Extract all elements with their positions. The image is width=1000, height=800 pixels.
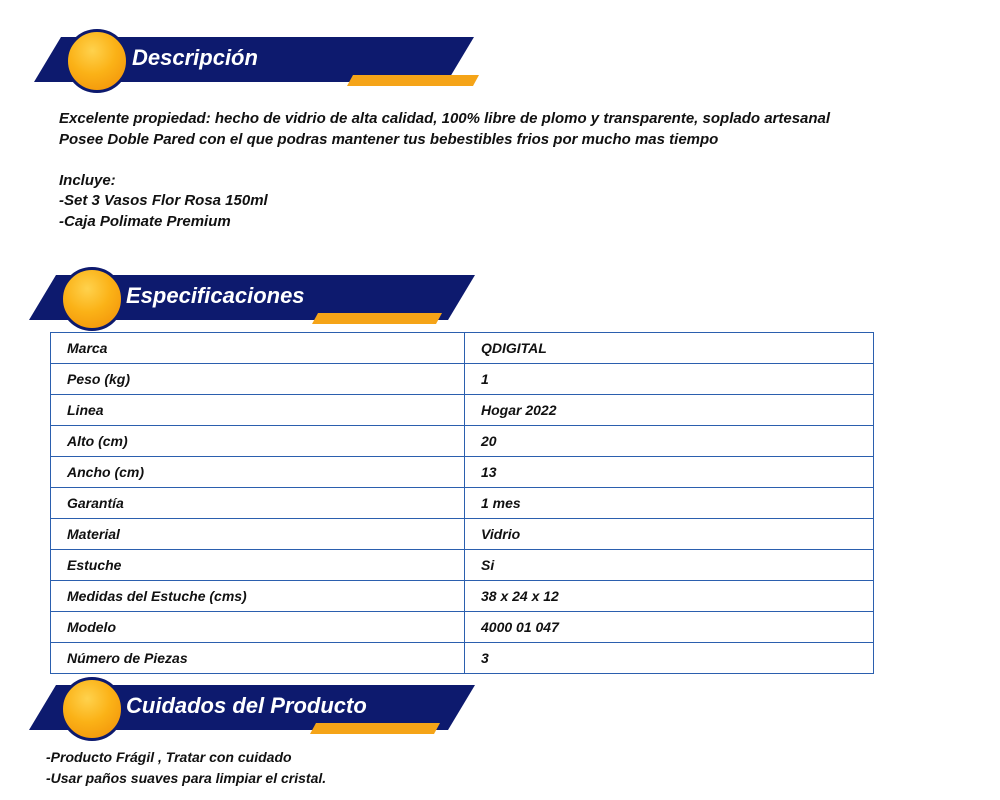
spec-label: Alto (cm) — [51, 426, 465, 457]
table-row — [51, 488, 874, 519]
spec-label: Modelo — [51, 612, 465, 643]
spec-label: Linea — [51, 395, 465, 426]
section-title: Descripción — [132, 45, 258, 70]
spec-label: Garantía — [51, 488, 465, 519]
spec-value: Si — [465, 550, 874, 581]
section-header-cuidados — [29, 685, 479, 745]
table-row — [51, 550, 874, 581]
header-accent-stripe — [312, 313, 442, 324]
spec-value: 20 — [465, 426, 874, 457]
section-header-descripcion — [34, 37, 484, 97]
spec-label: Número de Piezas — [51, 643, 465, 674]
header-accent-stripe — [347, 75, 479, 86]
care-line: -Producto Frágil , Tratar con cuidado — [46, 749, 292, 765]
description-line: Excelente propiedad: hecho de vidrio de alta calidad, 100% libre de plomo y transparente, soplado artesanal — [59, 110, 831, 127]
table-row — [51, 457, 874, 488]
table-row — [51, 333, 874, 364]
spec-label: Ancho (cm) — [51, 457, 465, 488]
table-row — [51, 364, 874, 395]
table-row — [51, 643, 874, 674]
spec-value: 38 x 24 x 12 — [465, 581, 874, 612]
table-row — [51, 612, 874, 643]
orange-circle-icon — [65, 29, 129, 93]
description-line: -Caja Polimate Premium — [59, 212, 231, 230]
spec-label: Marca — [51, 333, 465, 364]
section-header-especificaciones — [29, 275, 479, 335]
care-text — [46, 748, 326, 789]
spec-value: QDIGITAL — [465, 333, 874, 364]
spec-value: 1 mes — [465, 488, 874, 519]
spec-value: 13 — [465, 457, 874, 488]
description-line: -Set 3 Vasos Flor Rosa 150ml — [59, 192, 268, 209]
spec-value: Hogar 2022 — [465, 395, 874, 426]
spec-value: 4000 01 047 — [465, 612, 874, 643]
section-title: Especificaciones — [126, 283, 305, 308]
table-row — [51, 581, 874, 612]
spec-label: Peso (kg) — [51, 364, 465, 395]
table-row — [51, 426, 874, 457]
spec-value: 1 — [465, 364, 874, 395]
spec-value: Vidrio — [465, 519, 874, 550]
orange-circle-icon — [60, 267, 124, 331]
spec-value: 3 — [465, 643, 874, 674]
spec-label: Estuche — [51, 550, 465, 581]
header-accent-stripe — [310, 723, 440, 734]
description-line — [59, 150, 830, 171]
spec-label: Medidas del Estuche (cms) — [51, 581, 465, 612]
description-text — [59, 109, 830, 232]
description-line: Posee Doble Pared con el que podras mantener tus bebestibles frios por mucho mas tiempo — [59, 130, 719, 148]
description-line: Incluye: — [59, 171, 116, 189]
table-row — [51, 519, 874, 550]
orange-circle-icon — [60, 677, 124, 741]
spec-label: Material — [51, 519, 465, 550]
table-row — [51, 395, 874, 426]
section-title: Cuidados del Producto — [126, 693, 367, 718]
care-line: -Usar paños suaves para limpiar el cristal. — [46, 769, 327, 786]
specifications-table — [50, 332, 874, 674]
